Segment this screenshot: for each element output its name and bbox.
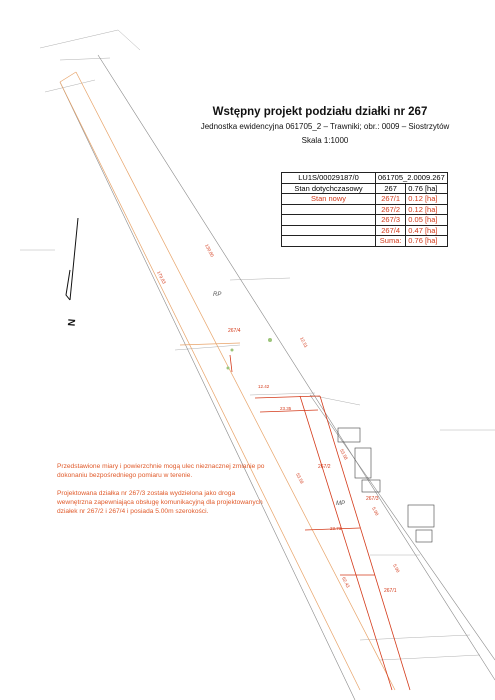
parcel-cell: 267/4 xyxy=(376,225,406,236)
area-cell: 0.05 [ha] xyxy=(406,215,447,226)
label-mp: MP xyxy=(336,501,345,507)
cadastral-unit: Jednostka ewidencyjna 061705_2 – Trawniki; obr.: 0009 – Siostrzytów xyxy=(200,122,450,131)
division-lines-red xyxy=(230,355,410,690)
dim-130: 130.80 xyxy=(204,243,215,258)
new-state-label: Stan nowy xyxy=(282,194,376,205)
north-label: N xyxy=(66,318,79,327)
dim-179: 179.83 xyxy=(156,270,167,285)
parcel-267-1-label: 267/1 xyxy=(384,588,397,594)
road-note: Projektowana działka nr 267/3 została wydzielona jako droga wewnętrzna zapewniająca obsługę komunikacyjną dla projektowanych działek nr 267/2 i 267/4 i posiada 5.00m szerokości. xyxy=(57,490,263,515)
dimension-labels xyxy=(156,243,401,589)
parcel-cell: 267/3 xyxy=(376,215,406,226)
table-row xyxy=(282,204,448,215)
dim-23b: 23.73 xyxy=(330,526,342,531)
table-row xyxy=(282,236,448,247)
dim-53: 53.58 xyxy=(339,448,349,461)
survey-markers xyxy=(227,338,273,370)
parcel-cell: 267/2 xyxy=(376,204,406,215)
table-row xyxy=(282,225,448,236)
parcel-cell: 267/1 xyxy=(376,194,406,205)
parcel-identifier: 061705_2.0009.267 xyxy=(376,173,448,184)
page-title: Wstępny projekt podziału działki nr 267 xyxy=(212,106,428,118)
table-row xyxy=(282,173,448,184)
parcel-boundary-orange xyxy=(60,72,395,690)
parcel-267-3-label: 267/3 xyxy=(366,496,379,502)
dim-5b: 5.00 xyxy=(392,563,401,574)
dim-23a: 23.35 xyxy=(280,406,292,411)
dim-53b: 53.59 xyxy=(295,472,305,485)
current-parcel: 267 xyxy=(376,183,406,194)
dim-12a: 12.51 xyxy=(299,336,309,349)
dim-62: 62.43 xyxy=(341,576,351,589)
neighbour-boundary-lines xyxy=(60,55,495,700)
map-scale: Skala 1:1000 xyxy=(301,136,349,145)
buildings xyxy=(338,428,434,542)
area-cell: 0.12 [ha] xyxy=(406,194,447,205)
area-cell: 0.47 [ha] xyxy=(406,225,447,236)
area-cell: 0.12 [ha] xyxy=(406,204,447,215)
table-row xyxy=(282,215,448,226)
sum-area: 0.76 [ha] xyxy=(406,236,447,247)
current-state-label: Stan dotychczasowy xyxy=(282,183,376,194)
parcel-area-table xyxy=(281,172,448,247)
measurement-note: Przedstawione miary i powierzchnie mogą ulec nieznacznej zmianie po dokonaniu bezpośredniego pomiaru w terenie. xyxy=(57,463,265,479)
dim-5a: 5.00 xyxy=(371,506,380,517)
north-arrow-icon xyxy=(66,218,78,300)
sum-label: Suma: xyxy=(376,236,406,247)
parcel-267-4-label: 267/4 xyxy=(228,328,241,334)
parcel-267-2-label: 267/2 xyxy=(318,464,331,470)
dim-12b: 12.42 xyxy=(258,384,270,389)
current-area: 0.76 [ha] xyxy=(406,183,447,194)
table-row xyxy=(282,183,448,194)
table-row xyxy=(282,194,448,205)
land-register-number: LU1S/00029187/0 xyxy=(282,173,376,184)
label-rp: RP xyxy=(213,292,222,298)
